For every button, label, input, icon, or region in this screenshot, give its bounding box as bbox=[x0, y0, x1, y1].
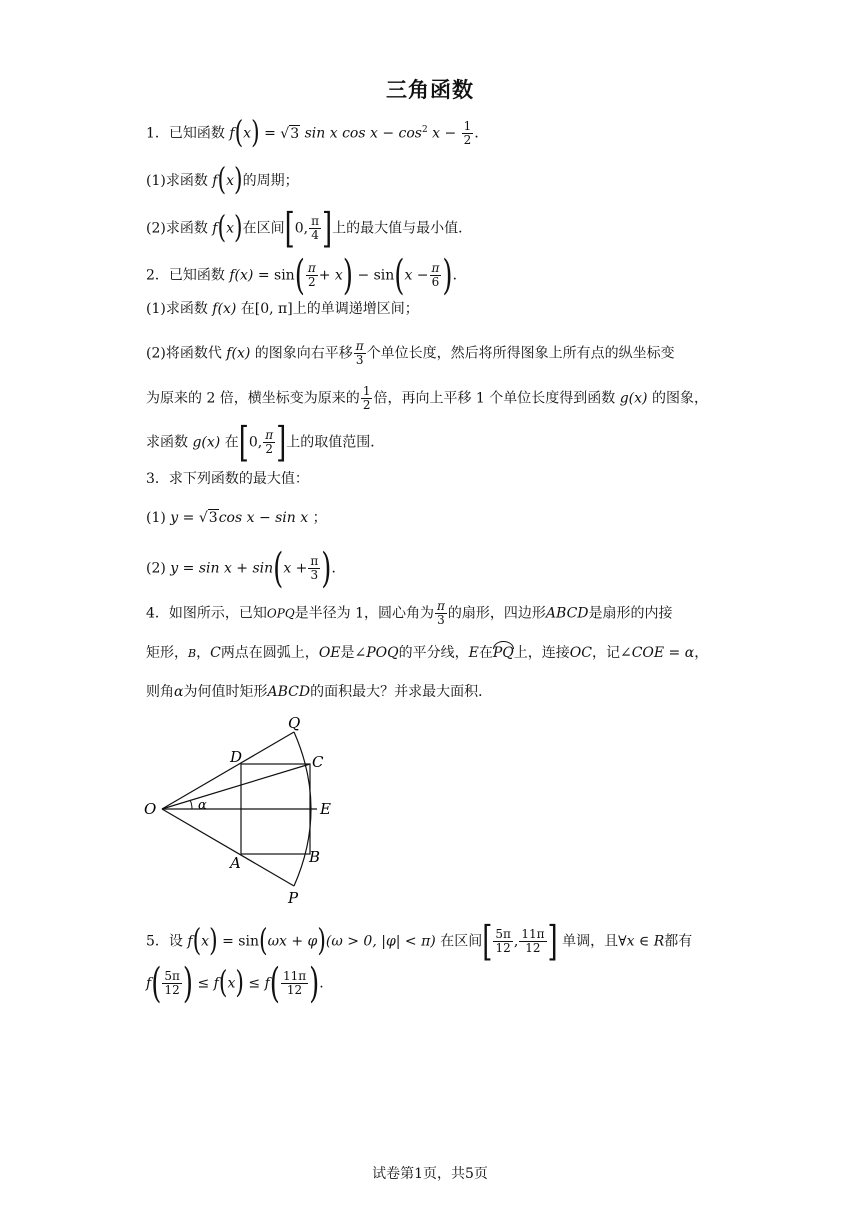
q2-part2-line3: 求函数 g(x) 在[0, $\frac{\pi}{2}$ ]上的取值范围． bbox=[146, 418, 385, 467]
q5-line2: f( $\frac{5\pi}{12}$ ) ≤ f(x) ≤ f( $\frac{11\pi}{12}$ ). bbox=[146, 959, 324, 1008]
label-a: A bbox=[230, 854, 241, 872]
label-q: Q bbox=[288, 714, 301, 732]
label-alpha: α bbox=[198, 798, 207, 813]
segment-oc bbox=[162, 764, 310, 809]
sector-figure bbox=[140, 710, 340, 910]
page-title: 三角函数 bbox=[386, 78, 474, 102]
q3-part2: (2) y = sin x + sin(x + $\frac{\pi}{3}$ )． bbox=[146, 544, 346, 593]
q2-part1: (1)求函数 f(x) 在[0, π]上的单调递增区间； bbox=[146, 301, 419, 317]
q1-part1: (1)求函数 f(x)的周期； bbox=[146, 162, 299, 198]
q5-number: 5． bbox=[146, 933, 169, 950]
sqrt-symbol: √3 bbox=[280, 125, 300, 142]
q3-part1: (1) y = √3cos x − sin x ； bbox=[146, 510, 327, 526]
q2-part2-line2: 为原来的 2 倍，横坐标变为原来的 $\frac{1}{2}$ 倍，再向上平移 1 个单位长度得到函数 g(x) 的图象， bbox=[146, 384, 708, 413]
q4-line1: 4．如图所示，已知OPQ是半径为 1，圆心角为 $\frac{\pi}{3}$ 的扇形，四边形ABCD是扇形的内接 bbox=[146, 599, 673, 628]
segment-op bbox=[162, 809, 294, 886]
q4-line3: 则角α为何值时矩形ABCD的面积最大？并求最大面积． bbox=[146, 684, 493, 700]
q3-number: 3． bbox=[146, 471, 169, 487]
fraction: $\frac{1}{2}$ bbox=[463, 119, 472, 148]
q1-statement: 1．已知函数 f(x) = √3 sin x $\cos x - \cos^2 x$ − $\frac{1}{2}$ ． bbox=[146, 115, 489, 151]
q4-number: 4． bbox=[146, 605, 169, 622]
label-e: E bbox=[320, 800, 331, 818]
label-o: O bbox=[144, 800, 157, 818]
q3-statement: 3．求下列函数的最大值： bbox=[146, 471, 309, 487]
q1-part2: (2)求函数 f(x)在区间[0, $\frac{\pi}{4}$ ]上的最大值与最小值． bbox=[146, 204, 473, 253]
label-b: B bbox=[309, 848, 321, 866]
q2-number: 2． bbox=[146, 267, 169, 284]
page-footer: 试卷第1页，共5页 bbox=[372, 1166, 488, 1182]
q1-number: 1． bbox=[146, 125, 169, 142]
q2-part2-line1: (2)将函数代 f(x) 的图象向右平移 $\frac{\pi}{3}$ 个单位长度，然后将所得图象上所有点的纵坐标变 bbox=[146, 339, 675, 368]
arc-pq: PQ bbox=[492, 645, 514, 661]
label-p: P bbox=[288, 889, 299, 907]
q4-line2: 矩形，B，C两点在圆弧上，OE是∠POQ的平分线，E在PQ上，连接OC，记∠COE = α， bbox=[146, 645, 709, 661]
angle-alpha-arc bbox=[190, 800, 192, 809]
label-d: D bbox=[230, 748, 243, 766]
q5-line1: 5．设 f(x) = sin(ωx + φ)(ω > 0, |φ| < π) 在区间[ $\frac{5\pi}{12}$ , $\frac{11\pi}{12}$ ] 单调，且∀x ∈ R都有 bbox=[146, 917, 693, 966]
segment-oq bbox=[162, 732, 294, 809]
label-c: C bbox=[312, 753, 324, 771]
q2-statement: 2．已知函数 f(x) = sin( $\frac{\pi}{2}$ + x) − sin(x − $\frac{\pi}{6}$ )． bbox=[146, 251, 467, 300]
